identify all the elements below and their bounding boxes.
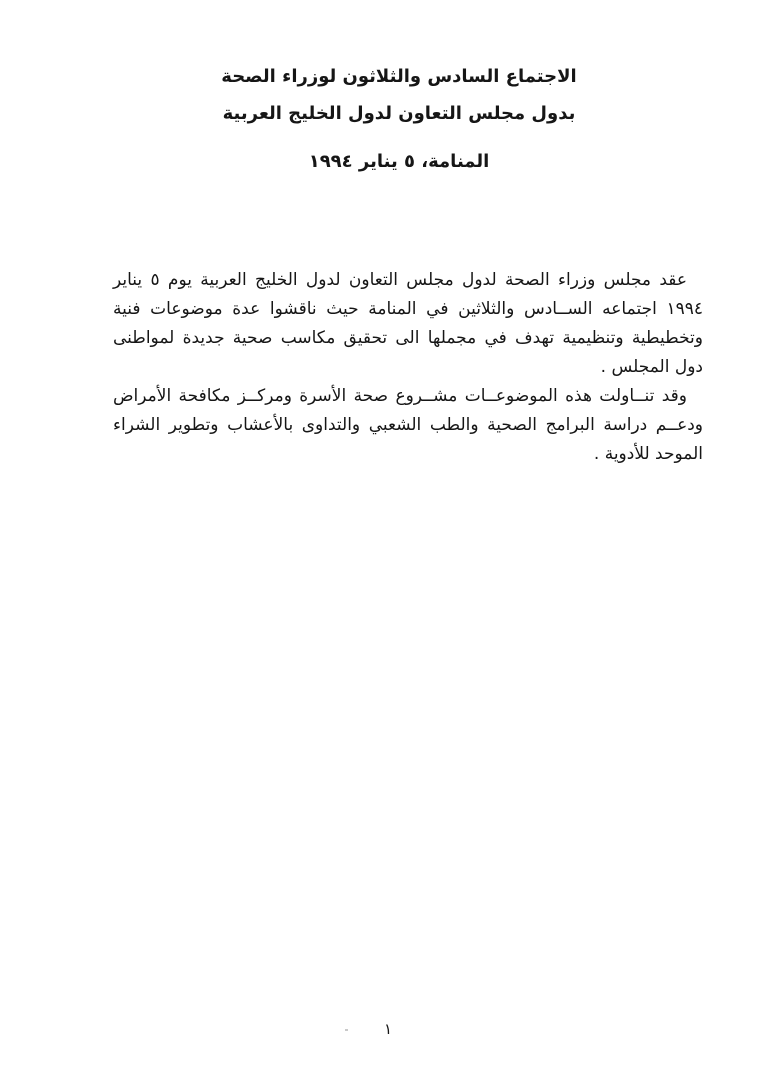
document-title-line2: بدول مجلس التعاون لدول الخليج العربية — [222, 103, 576, 124]
document-title-line1: الاجتماع السادس والثلاثون لوزراء الصحة — [221, 66, 577, 87]
document-body — [113, 266, 703, 469]
document-date: المنامة، ٥ يناير ١٩٩٤ — [308, 151, 490, 172]
body-paragraph-2: وقد تنــاولت هذه الموضوعــات مشــروع صحة الأسرة ومركــز مكافحة الأمراض ودعــم دراسة البرامج الصحية والطب الشعبي والتداوى بالأعشاب وتطوير الشراء الموحد للأدوية . — [113, 386, 703, 464]
body-paragraph-1: عقد مجلس وزراء الصحة لدول مجلس التعاون لدول الخليج العربية يوم ٥ يناير ١٩٩٤ اجتماعه الســادس والثلاثين في المنامة حيث ناقشوا عدة موضوعات فنية وتخطيطية وتنظيمية تهدف في مجملها الى تحقيق مكاسب صحية جديدة لمواطنى دول المجلس . — [113, 270, 703, 377]
scan-artifact-speck — [345, 1029, 348, 1031]
page-number: ١ — [383, 1020, 393, 1038]
